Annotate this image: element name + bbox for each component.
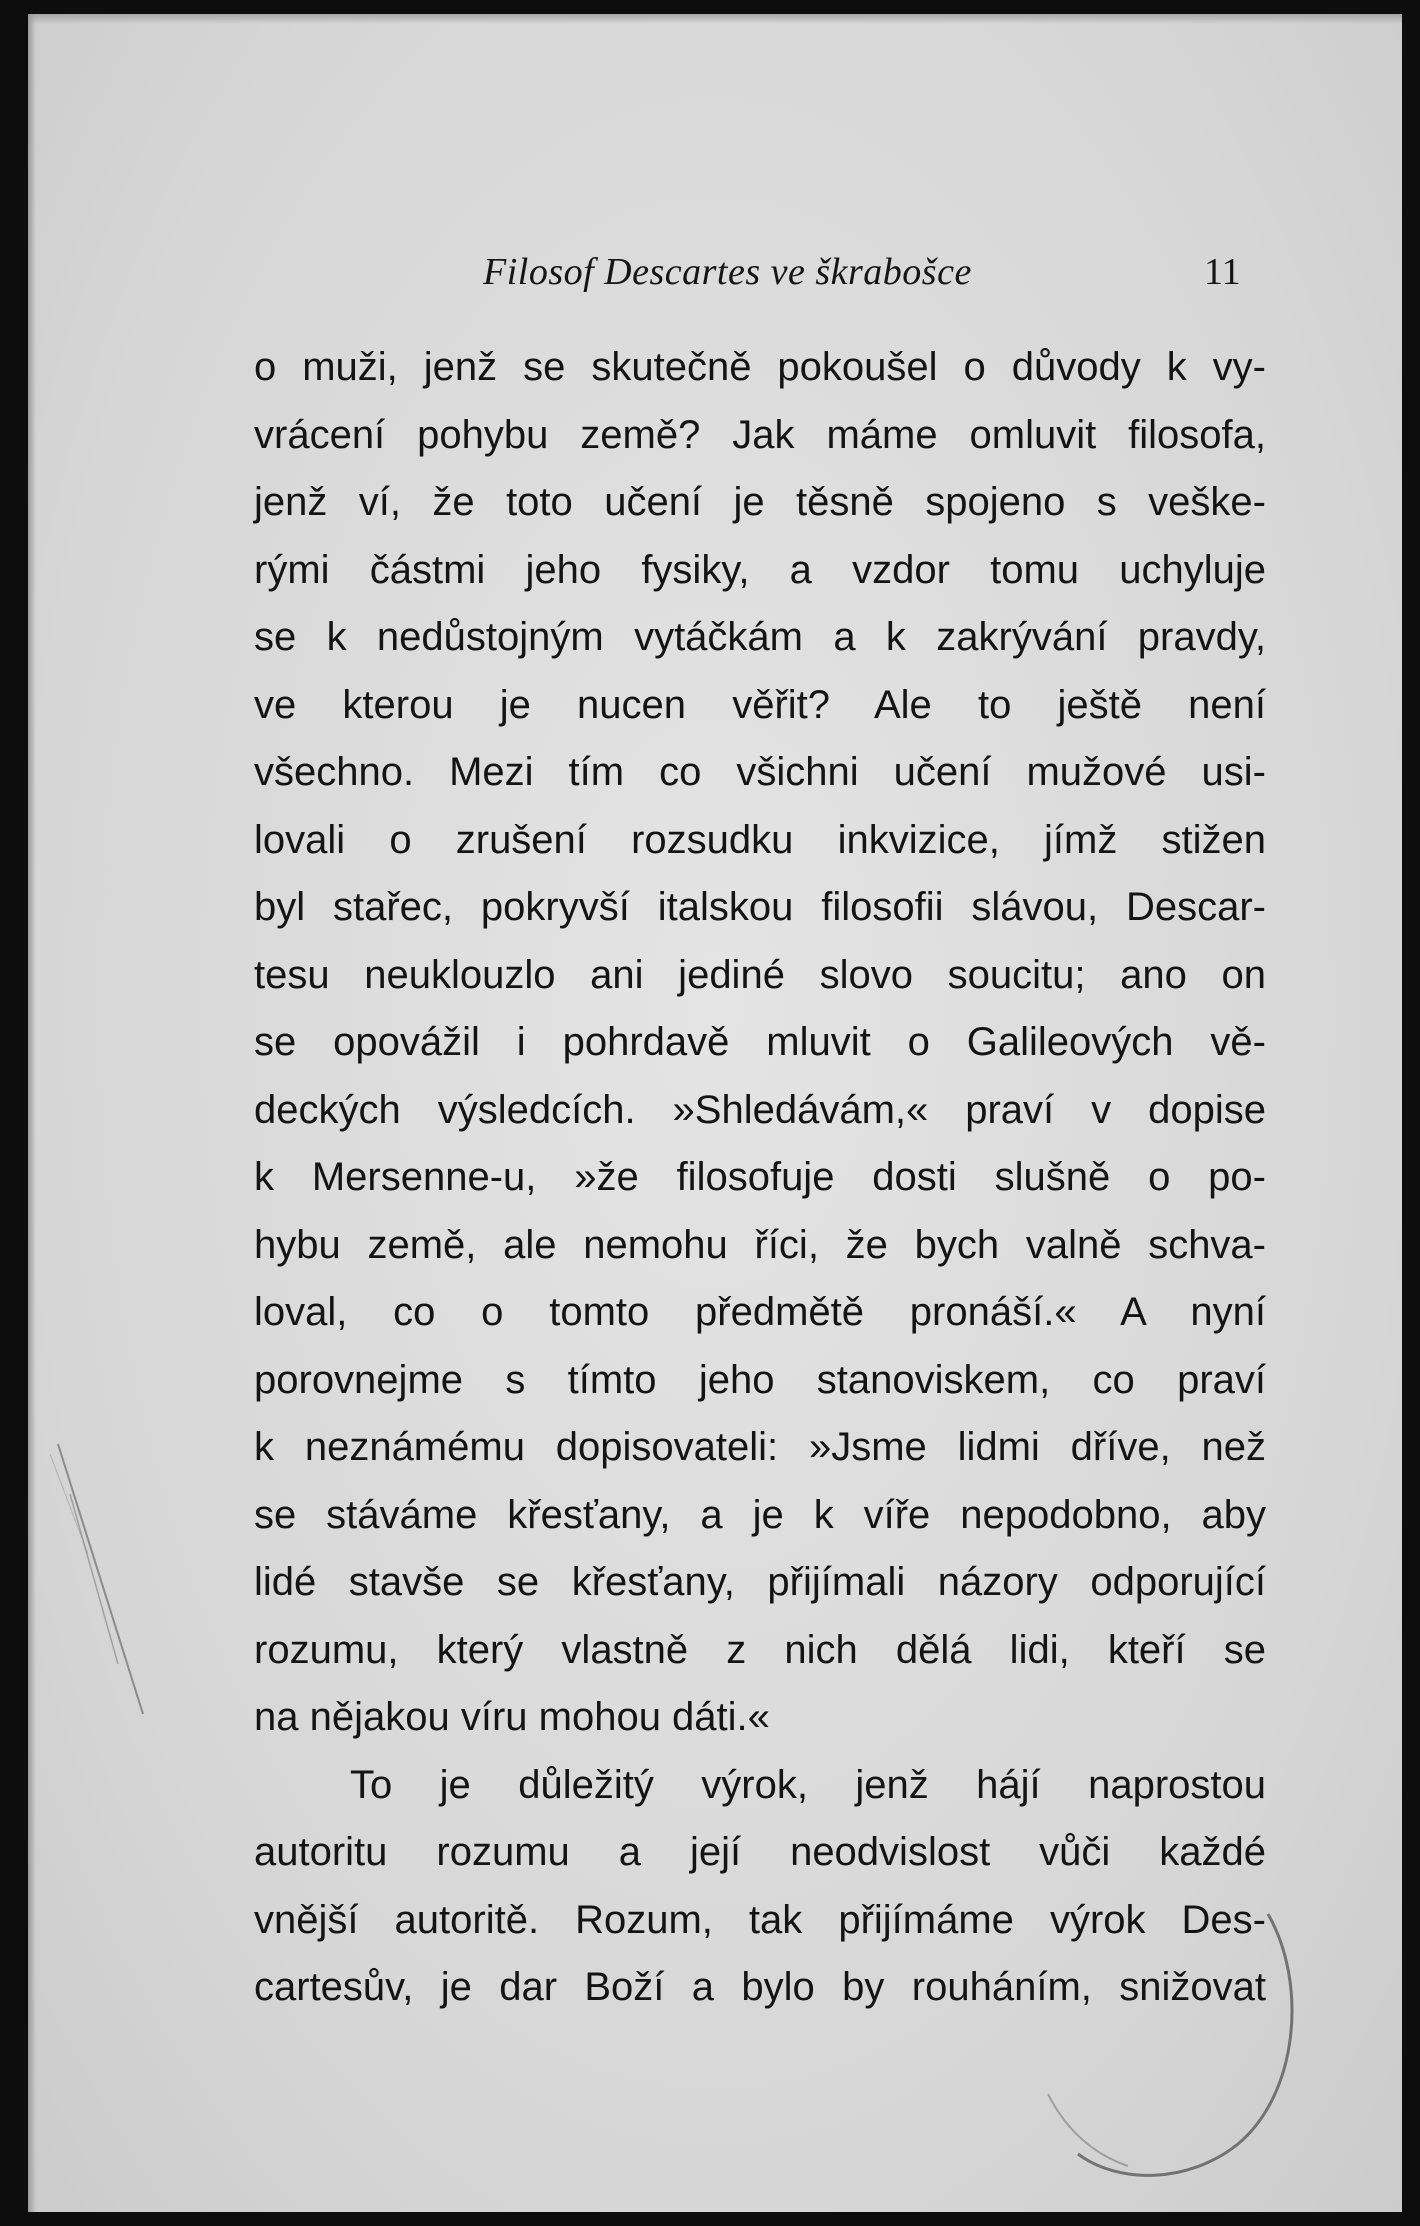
text-line-paragraph-start: To je důležitý výrok, jenž hájí naprostou (350, 1762, 1266, 1807)
page-header (28, 236, 1402, 308)
margin-scratch-marks (48, 1434, 168, 1794)
text-line: byl stařec, pokryvší italskou filosofii slávou, Descar- (254, 885, 1266, 929)
text-line: se opovážil i pohrdavě mluvit o Galileových vě- (254, 1020, 1266, 1064)
text-line: vrácení pohybu země? Jak máme omluvit filosofa, (254, 412, 1266, 457)
text-line: porovnejme s tímto jeho stanoviskem, co praví (254, 1357, 1266, 1402)
text-line: k Mersenne-u, »že filosofuje dosti slušně o po- (254, 1155, 1266, 1199)
book-page (28, 14, 1402, 2212)
text-line: se k nedůstojným vytáčkám a k zakrývání pravdy, (254, 615, 1266, 659)
faded-stamp-mark (1008, 1894, 1308, 2194)
text-line: ve kterou je nucen věřit? Ale to ještě není (254, 682, 1266, 727)
text-line: o muži, jenž se skutečně pokoušel o důvody k vy- (254, 345, 1266, 389)
text-line: lidé stavše se křesťany, přijímali názory odporující (254, 1560, 1266, 1604)
text-line: rými částmi jeho fysiky, a vzdor tomu uchyluje (254, 547, 1266, 592)
page-number: 11 (1204, 251, 1241, 293)
text-line: cartesův, je dar Boží a bylo by rouháním, snižovat (254, 1965, 1266, 2009)
text-line: se stáváme křesťany, a je k víře nepodobno, aby (254, 1492, 1266, 1537)
body-text (254, 334, 1266, 2022)
page-left-shadow (28, 14, 36, 2212)
text-line-paragraph-end: na nějakou víru mohou dáti.« (254, 1695, 770, 1739)
text-line: loval, co o tomto předmětě pronáší.« A nyní (254, 1290, 1266, 1334)
running-title: Filosof Descartes ve škrabošce (483, 251, 972, 293)
text-line: jenž ví, že toto učení je těsně spojeno s veške- (254, 480, 1266, 524)
text-line: deckých výsledcích. »Shledávám,« praví v dopise (254, 1087, 1266, 1132)
text-line: autoritu rozumu a její neodvislost vůči každé (254, 1830, 1266, 1874)
text-line: lovali o zrušení rozsudku inkvizice, jímž stižen (254, 817, 1266, 862)
page-top-shadow (28, 14, 1402, 24)
text-line: tesu neuklouzlo ani jediné slovo soucitu; ano on (254, 952, 1266, 997)
text-line: rozumu, který vlastně z nich dělá lidi, kteří se (254, 1627, 1266, 1672)
text-line: vnější autoritě. Rozum, tak přijímáme výrok Des- (254, 1897, 1266, 1942)
text-line: všechno. Mezi tím co všichni učení mužové usi- (254, 750, 1266, 794)
text-line: k neznámému dopisovateli: »Jsme lidmi dříve, než (254, 1425, 1266, 1469)
text-line: hybu země, ale nemohu říci, že bych valně schva- (254, 1222, 1266, 1267)
